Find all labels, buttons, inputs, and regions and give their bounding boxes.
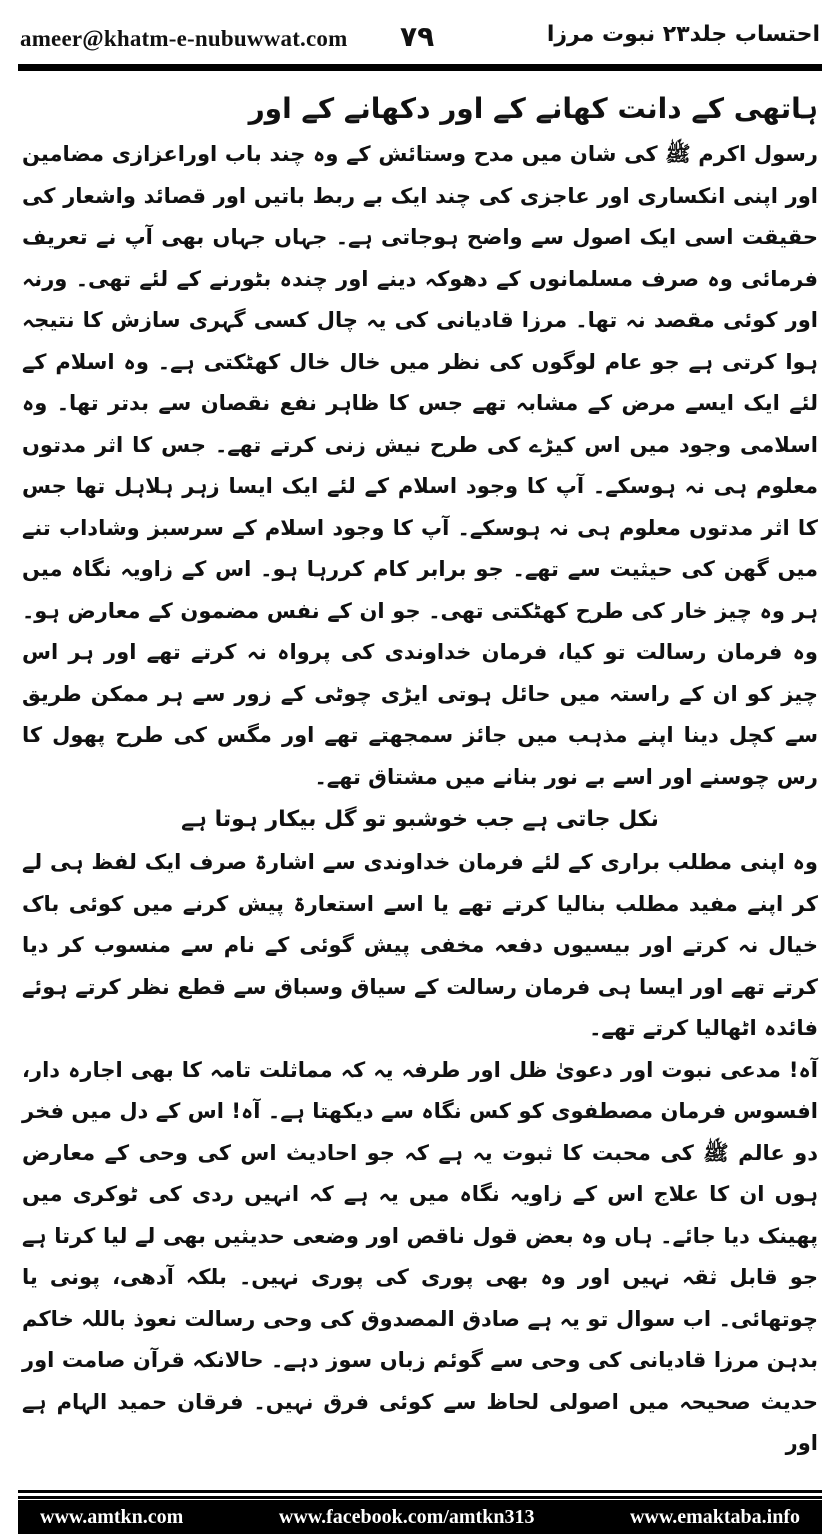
page-footer [18,1500,822,1534]
paragraph-2: وہ اپنی مطلب براری کے لئے فرمان خداوندی سے اشارۃ صرف ایک لفظ ہی لے کر اپنے مفید مطلب بنالیا کرتے تھے یا اسے استعارۃ پیش کرنے میں کوئی باک خیال نہ کرتے اور بیسیوں دفعہ مخفی پیش گوئی کے نام سے منسوب کر دیا کرتے تھے اور ایسا ہی فرمان رسالت کے سیاق وسباق سے قطع نظر کرتے ہوئے فائدہ اٹھالیا کرتے تھے۔ [22,850,818,1040]
footer-link-facebook[interactable]: www.facebook.com/amtkn313 [278,1505,535,1528]
footer-rule-1 [18,1490,822,1493]
header-email: ameer@khatm-e-nubuwwat.com [20,26,348,51]
header-rule [18,64,822,71]
page-number: ۷۹ [400,20,435,53]
footer-rule-2 [18,1496,822,1499]
page-header [18,16,822,62]
footer-link-amtkn[interactable]: www.amtkn.com [40,1505,184,1528]
paragraph-3: آہ! مدعی نبوت اور دعویٰ ظل اور طرفہ یہ کہ مماثلت تامہ کا بھی اجارہ دار، افسوس فرمان مصطفوی کو کس نگاہ سے دیکھتا ہے۔ آہ! اس کے دل میں فخر دو عالم ﷺ کی محبت کا ثبوت یہ ہے کہ جو احادیث اس کی وحی کے معارض ہوں ان کا علاج اس کے زاویہ نگاہ میں یہ ہے کہ انہیں ردی کی ٹوکری میں پھینک دیا جائے۔ ہاں وہ بعض قول ناقص اور وضعی حدیثیں بھی لے لیا کرتا ہے جو قابل ثقہ نہیں اور وہ بھی پوری کی پوری نہیں۔ بلکہ آدھی، پونی یا چوتھائی۔ اب سوال تو یہ ہے صادق المصدوق کی وحی رسالت نعوذ باللہ خاکم بدہن مرزا قادیانی کی وحی سے گوئم زباں سوز دہے۔ حالانکہ قرآن صامت اور حدیث صحیحہ میں اصولی لحاظ سے کوئی فرق نہیں۔ فرقان حمید الہام ہے اور [22,1057,818,1455]
verse-line: نکل جاتی ہے جب خوشبو تو گل بیکار ہوتا ہے [181,807,659,832]
section-heading: ہاتھی کے دانت کھانے کے اور دکھانے کے اور [248,92,818,125]
footer-link-emaktaba[interactable]: www.emaktaba.info [629,1505,800,1528]
page-body [22,84,818,1465]
book-title: احتساب جلد۲۳ نبوت مرزا [546,22,820,47]
paragraph-1: رسول اکرم ﷺ کی شان میں مدح وستائش کے وہ چند باب اوراعزازی مضامین اور اپنی انکساری اور عاجزی کی چند ایک بے ربط باتیں اور قصائد واشعار کی حقیقت اسی ایک اصول سے واضح ہوجاتی ہے۔ جہاں جہاں بھی آپ نے تعریف فرمائی وہ صرف مسلمانوں کے دھوکہ دینے اور چندہ بٹورنے کے لئے تھی۔ ورنہ اور کوئی مقصد نہ تھا۔ مرزا قادیانی کی یہ چال کسی گہری سازش کا نتیجہ ہوا کرتی ہے جو عام لوگوں کی نظر میں خال خال کھٹکتی ہے۔ وہ اسلام کے لئے ایک ایسے مرض کے مشابہ تھے جس کا ظاہر نفع نقصان سے بدتر تھا۔ وہ اسلامی وجود میں اس کیڑے کی طرح نیش زنی کرتے تھے۔ جس کا اثر مدتوں معلوم ہی نہ ہوسکے۔ آپ کا وجود اسلام کے لئے ایک ایسا زہر ہلاہل تھا جس کا اثر مدتوں معلوم ہی نہ ہوسکے۔ آپ کا وجود اسلام کے سرسبز وشاداب تنے میں گھن کی حیثیت سے تھے۔ جو برابر کام کررہا ہو۔ اس کے زاویہ نگاہ میں ہر وہ چیز خار کی طرح کھٹکتی تھی۔ جو ان کے نفس مضمون کے معارض ہو۔ وہ فرمان رسالت تو کیا، فرمان خداوندی کی پرواہ نہ کرتے تھے اور ہر اس چیز کو ان کے راستہ میں حائل ہوتی ایڑی چوٹی کے زور سے ہر ممکن طریق سے کچل دینا اپنے مذہب میں جائز سمجھتے تھے اور مگس کی طرح پھول کا رس چوسنے اور اسے بے نور بنانے میں مشتاق تھے۔ [22,142,818,789]
